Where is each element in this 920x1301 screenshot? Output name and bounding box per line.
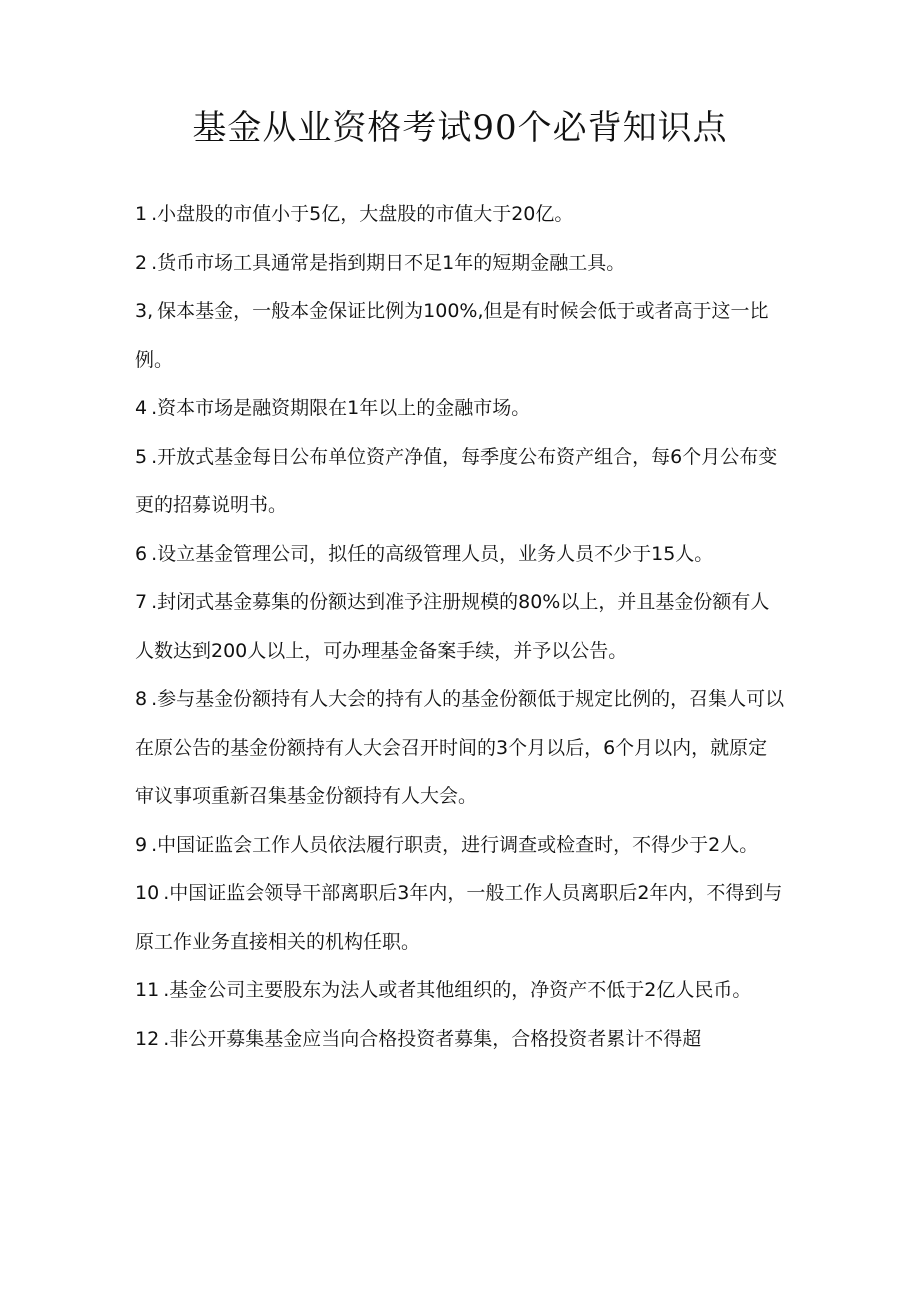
item-number: 4 — [135, 397, 148, 419]
list-item — [135, 190, 785, 239]
list-item — [135, 1015, 785, 1064]
item-text: .小盘股的市值小于5亿，大盘股的市值大于20亿。 — [151, 203, 574, 225]
item-text: .基金公司主要股东为法人或者其他组织的，净资产不低于2亿人民币。 — [163, 979, 752, 1001]
item-number: 2 — [135, 251, 148, 274]
item-text: .参与基金份额持有人大会的持有人的基金份额低于规定比例的，召集人可以在原公告的基金份额持有人大会召开时间的3个月以后，6个月以内，就原定审议事项重新召集基金份额持有人大会。 — [135, 688, 785, 807]
item-number: 1 — [135, 203, 148, 225]
item-number: 3, — [135, 300, 154, 322]
list-item — [135, 869, 785, 966]
list-item — [135, 287, 785, 384]
list-item — [135, 530, 785, 579]
list-item — [135, 675, 785, 821]
item-text: .货币市场工具通常是指到期日不足1年的短期金融工具。 — [151, 251, 626, 274]
item-text: .中国证监会领导干部离职后3年内，一般工作人员离职后2年内，不得到与原工作业务直接相关的机构任职。 — [135, 882, 783, 953]
item-number: 9 — [135, 833, 148, 856]
item-number: 11 — [135, 979, 160, 1001]
item-number: 7 — [135, 591, 148, 613]
document-title: 基金从业资格考试90个必背知识点 — [192, 108, 728, 148]
item-number: 10 — [135, 882, 160, 904]
item-text: .设立基金管理公司，拟任的高级管理人员，业务人员不少于15人。 — [151, 542, 714, 565]
item-text: .非公开募集基金应当向合格投资者募集，合格投资者累计不得超 — [163, 1027, 702, 1050]
list-item — [135, 821, 785, 870]
item-text: .资本市场是融资期限在1年以上的金融市场。 — [151, 397, 531, 419]
item-text: .开放式基金每日公布单位资产净值，每季度公布资产组合，每6个月公布变更的招募说明书。 — [135, 445, 778, 516]
item-text: 保本基金，一般本金保证比例为100%,但是有时候会低于或者高于这一比例。 — [135, 300, 769, 371]
list-item — [135, 966, 785, 1015]
knowledge-list — [135, 190, 785, 1063]
item-number: 8 — [135, 688, 148, 710]
item-number: 5 — [135, 445, 148, 468]
list-item — [135, 384, 785, 433]
item-number: 6 — [135, 542, 148, 565]
list-item — [135, 578, 785, 675]
list-item — [135, 433, 785, 530]
item-number: 12 — [135, 1027, 160, 1050]
item-text: .中国证监会工作人员依法履行职责，进行调查或检查时，不得少于2人。 — [151, 833, 759, 856]
item-text: .封闭式基金募集的份额达到准予注册规模的80%以上，并且基金份额有人人数达到200人以上，可办理基金备案手续，并予以公告。 — [135, 591, 770, 662]
list-item — [135, 239, 785, 288]
